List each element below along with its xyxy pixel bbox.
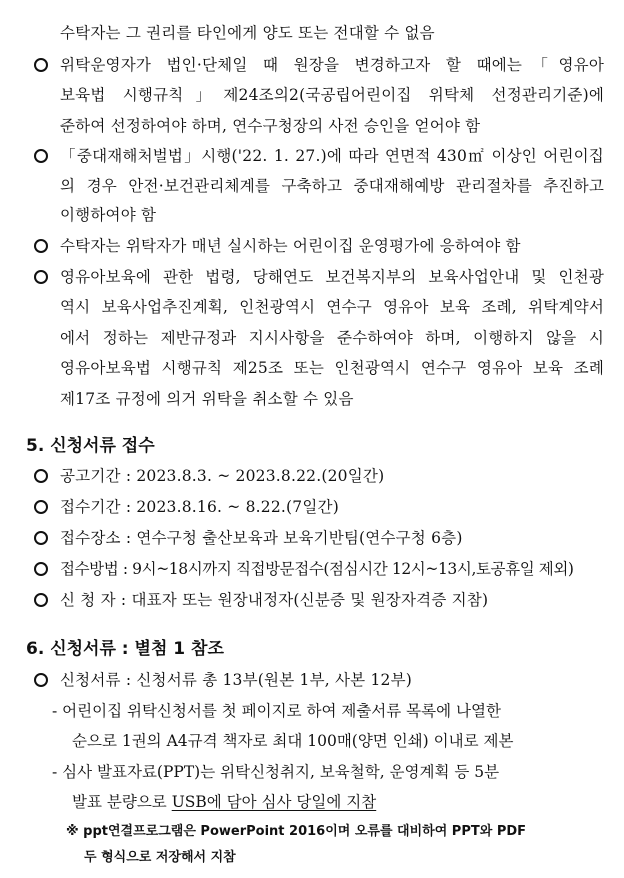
bullet-4-line-3: 에서 정하는 제반규정과 지시사항을 준수하여야 하며, 이행하지 않을 시 xyxy=(60,329,604,347)
dash-item-1-line-1: - 어린이집 위탁신청서를 첫 페이지로 하여 제출서류 목록에 나열한 xyxy=(52,702,501,720)
circle-bullet-icon xyxy=(33,465,48,480)
bullet-4-line-5: 제17조 규정에 의거 위탁을 취소할 수 있음 xyxy=(60,390,354,408)
circle-bullet-icon xyxy=(33,589,48,604)
circle-bullet-icon xyxy=(33,266,48,281)
note-line-2: 두 형식으로 저장해서 지참 xyxy=(84,850,236,865)
circle-bullet-icon xyxy=(33,496,48,511)
section-5-item-3: 접수장소 : 연수구청 출산보육과 보육기반팀(연수구청 6층) xyxy=(60,529,463,547)
bullet-1-line-1: 위탁운영자가 법인·단체일 때 원장을 변경하고자 할 때에는「영유아 xyxy=(60,56,604,74)
dash-item-2-line-1: - 심사 발표자료(PPT)는 위탁신청취지, 보육철학, 운영계획 등 5분 xyxy=(52,763,500,781)
dash-item-1-line-2: 순으로 1권의 A4규격 책자로 최대 100매(양면 인쇄) 이내로 제본 xyxy=(72,732,514,750)
intro-line: 수탁자는 그 권리를 타인에게 양도 또는 전대할 수 없음 xyxy=(60,24,435,42)
note-line-1: ※ ppt연결프로그램은 PowerPoint 2016이며 오류를 대비하여 PPT와 PDF xyxy=(66,824,527,839)
circle-bullet-icon xyxy=(33,235,48,250)
bullet-2-line-2: 의 경우 안전·보건관리체계를 구축하고 중대재해예방 관리절차를 추진하고 xyxy=(60,177,604,195)
bullet-1-line-3: 준하여 선정하여야 하며, 연수구청장의 사전 승인을 얻어야 함 xyxy=(60,117,481,135)
dash-item-2-line-2 xyxy=(72,791,376,813)
section-6-item: 신청서류 : 신청서류 총 13부(원본 1부, 사본 12부) xyxy=(60,671,413,689)
bullet-3-line-1: 수탁자는 위탁자가 매년 실시하는 어린이집 운영평가에 응하여야 함 xyxy=(60,237,521,255)
dash-item-2-plain-text: 발표 분량으로 xyxy=(72,793,172,811)
circle-bullet-icon xyxy=(33,669,48,684)
dash-item-2-underlined-text: USB에 담아 심사 당일에 지참 xyxy=(171,793,377,811)
bullet-1-line-2: 보육법 시행규칙」제24조의2(국공립어린이집 위탁체 선정관리기준)에 xyxy=(60,86,604,104)
section-6-title: 6. 신청서류 : 별첨 1 참조 xyxy=(26,639,224,659)
section-5-item-2: 접수기간 : 2023.8.16. ~ 8.22.(7일간) xyxy=(60,498,339,516)
bullet-4-line-4: 영유아보육법 시행규칙 제25조 또는 인천광역시 연수구 영유아 보육 조례 xyxy=(60,359,604,377)
bullet-2-line-3: 이행하여야 함 xyxy=(60,206,157,224)
section-5-title: 5. 신청서류 접수 xyxy=(26,436,155,456)
circle-bullet-icon xyxy=(33,54,48,69)
section-5-item-1: 공고기간 : 2023.8.3. ~ 2023.8.22.(20일간) xyxy=(60,467,385,485)
circle-bullet-icon xyxy=(33,527,48,542)
circle-bullet-icon xyxy=(33,145,48,160)
bullet-2-line-1: 「중대재해처벌법」시행('22. 1. 27.)에 따라 연면적 430㎡ 이상인 어린이집 xyxy=(60,147,604,165)
section-5-item-5: 신 청 자 : 대표자 또는 원장내정자(신분증 및 원장자격증 지참) xyxy=(60,591,489,609)
section-5-item-4: 접수방법 : 9시~18시까지 직접방문접수(점심시간 12시~13시,토공휴일 제외) xyxy=(60,560,574,578)
bullet-4-line-2: 역시 보육사업추진계획, 인천광역시 연수구 영유아 보육 조례, 위탁계약서 xyxy=(60,298,604,316)
bullet-4-line-1: 영유아보육에 관한 법령, 당해연도 보건복지부의 보육사업안내 및 인천광 xyxy=(60,268,604,286)
circle-bullet-icon xyxy=(33,558,48,573)
